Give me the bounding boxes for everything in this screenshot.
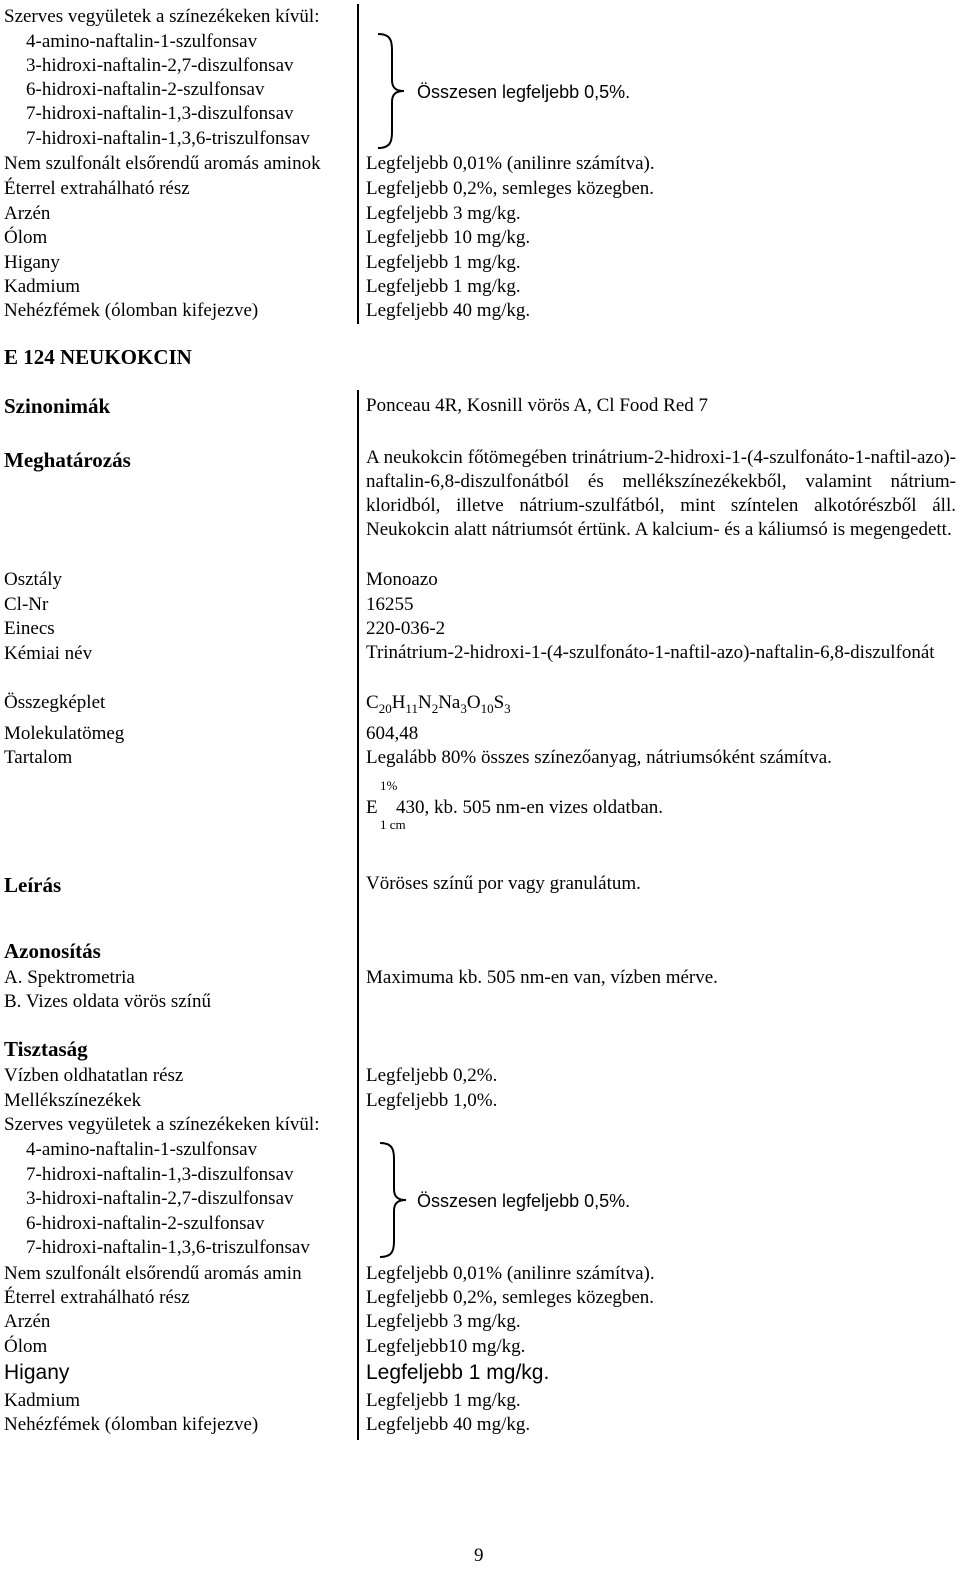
ident-b-label: B. Vizes oldata vörös színű bbox=[4, 991, 211, 1012]
organic-item: 4-amino-naftalin-1-szulfonsav bbox=[26, 1139, 258, 1160]
clnr-label: Cl-Nr bbox=[4, 594, 49, 615]
organic-header: Szerves vegyületek a színezékeken kívül: bbox=[4, 6, 320, 27]
formula-sub: 20 bbox=[378, 701, 392, 716]
row-value: Legfeljebb 1,0%. bbox=[366, 1090, 498, 1111]
absorb-e: E bbox=[366, 797, 378, 818]
row-value: Legfeljebb 0,01% (anilinre számítva). bbox=[366, 153, 655, 174]
row-value: Legfeljebb 1 mg/kg. bbox=[366, 1361, 550, 1384]
synonyms-value: Ponceau 4R, Kosnill vörös A, Cl Food Red 7 bbox=[366, 395, 709, 416]
brace-icon bbox=[378, 1141, 408, 1259]
row-label: Arzén bbox=[4, 1311, 51, 1332]
desc-label: Leírás bbox=[4, 873, 62, 897]
class-value: Monoazo bbox=[366, 569, 438, 590]
content-value: Legalább 80% összes színezőanyag, nátriumsóként számítva. bbox=[366, 747, 832, 768]
formula-n: N bbox=[417, 692, 432, 713]
organic-item: 6-hidroxi-naftalin-2-szulfonsav bbox=[26, 1213, 265, 1234]
einecs-value: 220-036-2 bbox=[366, 618, 446, 639]
chemname-label: Kémiai név bbox=[4, 643, 93, 664]
row-value: Legfeljebb 0,2%, semleges közegben. bbox=[366, 178, 655, 199]
formula-sub: 10 bbox=[480, 701, 494, 716]
definition-text: A neukokcin főtömegében trinátrium-2-hidroxi-1-(4-szulfonáto-1-naftil-azo)-naftalin-6,8-diszulfonátból és mellékszínezékekből, valamint nátrium-kloridból, illetve nátrium-szulfátból, mint színtelen alkotórészből áll. Neukokcin alatt nátriumsót értünk. A kalcium- és a káliumsó is megengedett. bbox=[366, 447, 956, 540]
row-label: Nem szulfonált elsőrendű aromás amin bbox=[4, 1263, 302, 1284]
organic-item: 3-hidroxi-naftalin-2,7-diszulfonsav bbox=[26, 1188, 294, 1209]
row-label: Higany bbox=[4, 252, 60, 273]
formula-sub: 3 bbox=[460, 701, 467, 716]
formula-h: H bbox=[391, 692, 406, 713]
row-label: Mellékszínezékek bbox=[4, 1090, 142, 1111]
row-label: Nehézfémek (ólomban kifejezve) bbox=[4, 1414, 259, 1435]
row-label: Ólom bbox=[4, 1336, 48, 1357]
brace-icon bbox=[376, 32, 406, 150]
row-label: Arzén bbox=[4, 203, 51, 224]
chemname-value: Trinátrium-2-hidroxi-1-(4-szulfonáto-1-naftil-azo)-naftalin-6,8-diszulfonát bbox=[366, 642, 935, 663]
synonyms-label: Szinonimák bbox=[4, 394, 111, 418]
organic-item: 6-hidroxi-naftalin-2-szulfonsav bbox=[26, 79, 265, 100]
mass-label: Molekulatömeg bbox=[4, 723, 125, 744]
row-value: Legfeljebb10 mg/kg. bbox=[366, 1336, 526, 1357]
row-label: Kadmium bbox=[4, 1390, 80, 1411]
row-value: Legfeljebb 1 mg/kg. bbox=[366, 252, 521, 273]
organic-total: Összesen legfeljebb 0,5%. bbox=[417, 1191, 631, 1211]
organic-item: 7-hidroxi-naftalin-1,3,6-triszulfonsav bbox=[26, 128, 310, 149]
formula-sub: 2 bbox=[431, 701, 439, 716]
formula-c: C bbox=[366, 692, 379, 713]
purity-label: Tisztaság bbox=[4, 1037, 88, 1061]
ident-label: Azonosítás bbox=[4, 939, 101, 963]
organic-item: 7-hidroxi-naftalin-1,3-diszulfonsav bbox=[26, 103, 294, 124]
mass-value: 604,48 bbox=[366, 723, 419, 744]
column-divider-top bbox=[357, 4, 359, 324]
row-value: Legfeljebb 0,2%, semleges közegben. bbox=[366, 1287, 655, 1308]
desc-value: Vöröses színű por vagy granulátum. bbox=[366, 873, 641, 894]
einecs-label: Einecs bbox=[4, 618, 55, 639]
row-value: Legfeljebb 40 mg/kg. bbox=[366, 300, 531, 321]
section-title: E 124 NEUKOKCIN bbox=[4, 345, 192, 369]
content-label: Tartalom bbox=[4, 747, 73, 768]
row-value: Legfeljebb 10 mg/kg. bbox=[366, 227, 531, 248]
formula-value bbox=[366, 692, 511, 720]
row-label: Éterrel extrahálható rész bbox=[4, 1287, 190, 1308]
organic-total: Összesen legfeljebb 0,5%. bbox=[417, 82, 631, 102]
formula-sub: 3 bbox=[504, 701, 511, 716]
row-value: Legfeljebb 0,2%. bbox=[366, 1065, 498, 1086]
absorb-sup: 1% bbox=[380, 778, 398, 793]
absorb-text: 430, kb. 505 nm-en vizes oldatban. bbox=[396, 797, 664, 818]
formula-sub: 11 bbox=[405, 701, 418, 716]
formula-na: Na bbox=[438, 692, 461, 713]
row-label: Éterrel extrahálható rész bbox=[4, 178, 190, 199]
definition-label: Meghatározás bbox=[4, 448, 131, 472]
row-value: Legfeljebb 1 mg/kg. bbox=[366, 1390, 521, 1411]
row-value: Legfeljebb 0,01% (anilinre számítva). bbox=[366, 1263, 655, 1284]
row-label: Higany bbox=[4, 1361, 70, 1384]
ident-a-label: A. Spektrometria bbox=[4, 967, 135, 988]
column-divider-main bbox=[357, 390, 359, 1440]
organic-header: Szerves vegyületek a színezékeken kívül: bbox=[4, 1114, 320, 1135]
clnr-value: 16255 bbox=[366, 594, 414, 615]
row-value: Legfeljebb 40 mg/kg. bbox=[366, 1414, 531, 1435]
row-label: Nem szulfonált elsőrendű aromás aminok bbox=[4, 153, 321, 174]
organic-item: 7-hidroxi-naftalin-1,3-diszulfonsav bbox=[26, 1164, 294, 1185]
row-label: Kadmium bbox=[4, 276, 80, 297]
row-label: Ólom bbox=[4, 227, 48, 248]
formula-label: Összegképlet bbox=[4, 692, 106, 713]
ident-a-value: Maximuma kb. 505 nm-en van, vízben mérve. bbox=[366, 967, 718, 988]
organic-item: 4-amino-naftalin-1-szulfonsav bbox=[26, 31, 258, 52]
class-label: Osztály bbox=[4, 569, 63, 590]
page-number: 9 bbox=[474, 1545, 484, 1566]
formula-o: O bbox=[466, 692, 481, 713]
absorb-sub: 1 cm bbox=[380, 817, 406, 832]
organic-item: 7-hidroxi-naftalin-1,3,6-triszulfonsav bbox=[26, 1237, 310, 1258]
formula-s: S bbox=[493, 692, 505, 713]
organic-item: 3-hidroxi-naftalin-2,7-diszulfonsav bbox=[26, 55, 294, 76]
row-value: Legfeljebb 3 mg/kg. bbox=[366, 1311, 521, 1332]
row-label: Nehézfémek (ólomban kifejezve) bbox=[4, 300, 259, 321]
row-value: Legfeljebb 1 mg/kg. bbox=[366, 276, 521, 297]
row-label: Vízben oldhatatlan rész bbox=[4, 1065, 184, 1086]
row-value: Legfeljebb 3 mg/kg. bbox=[366, 203, 521, 224]
